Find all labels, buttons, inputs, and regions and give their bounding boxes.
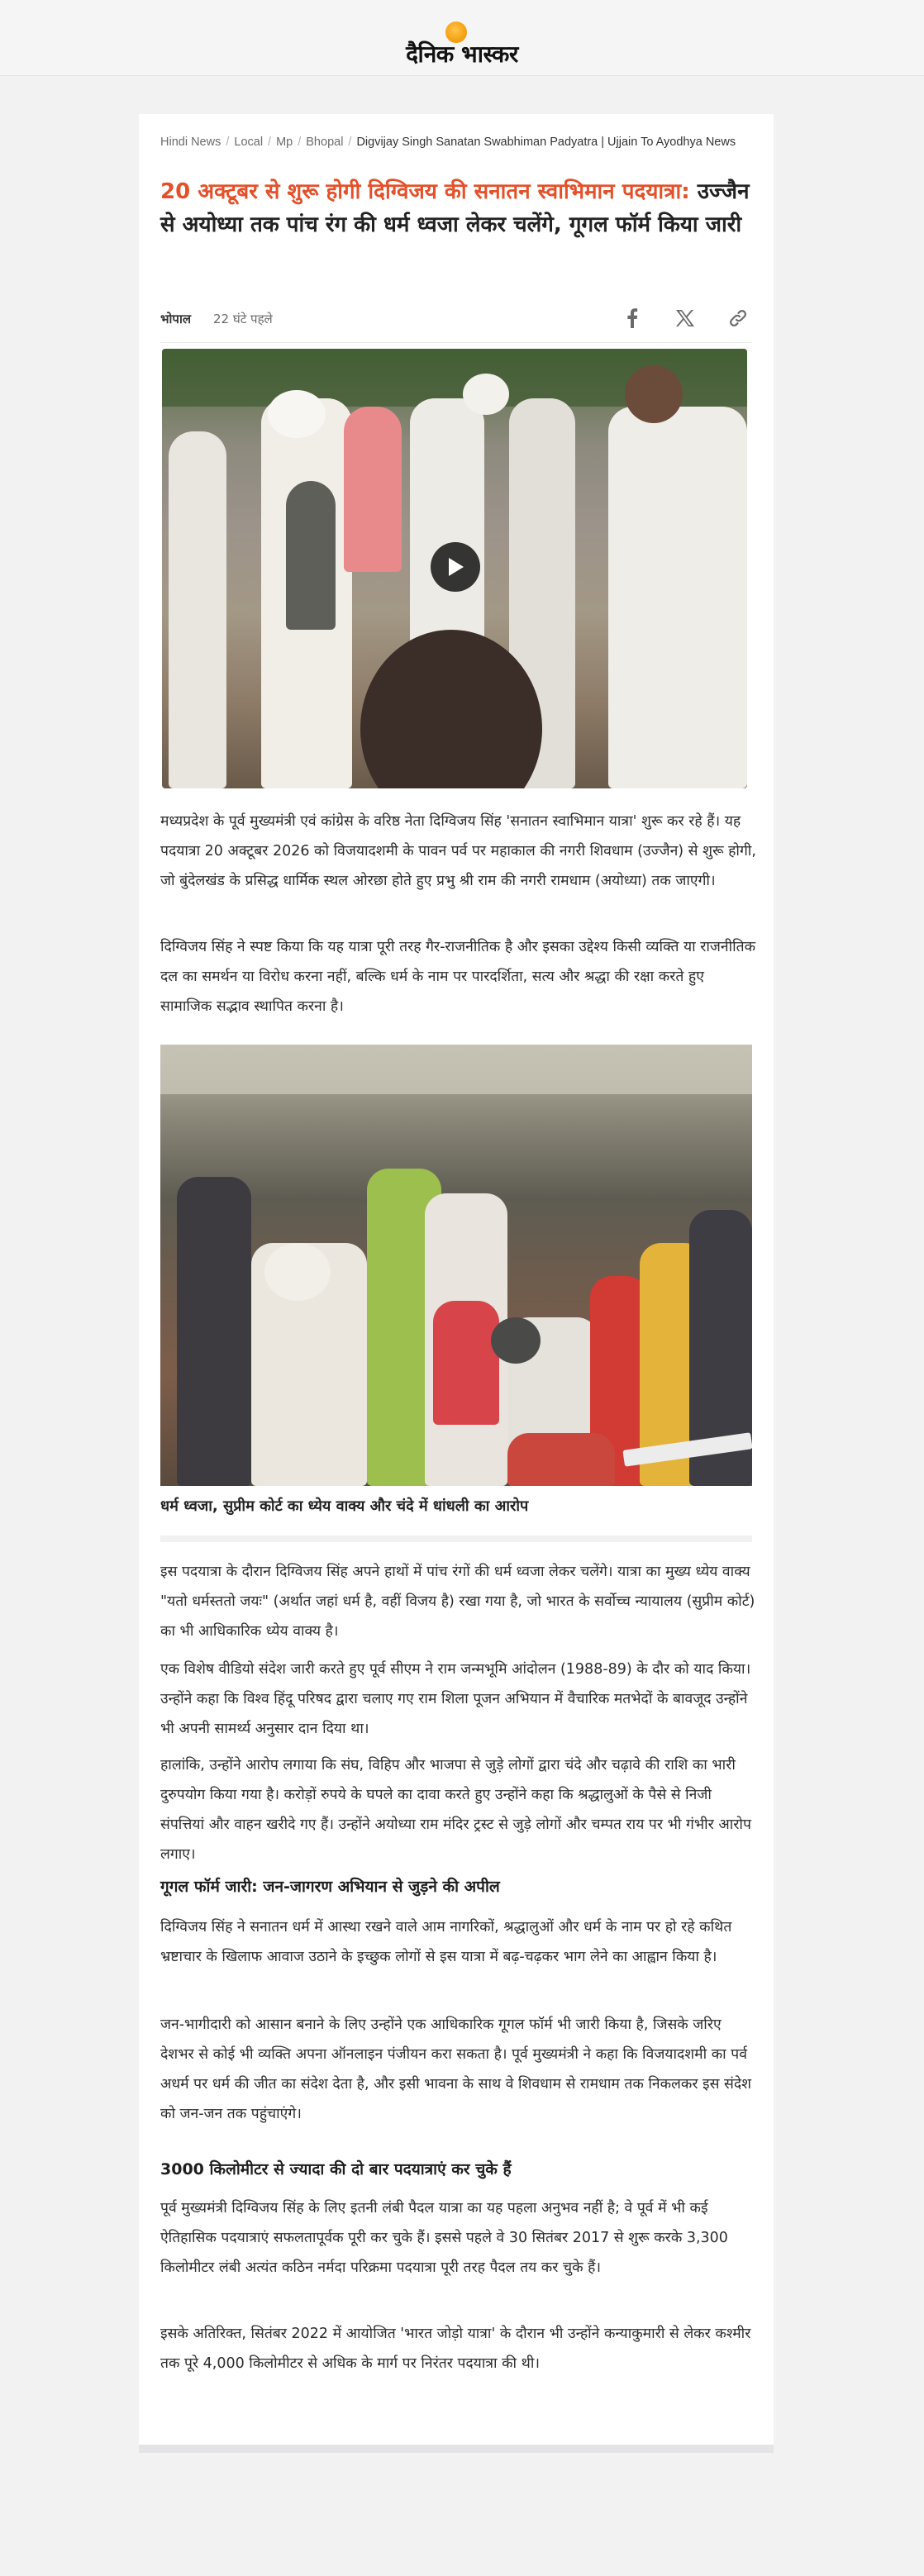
video-thumbnail[interactable]	[162, 349, 747, 788]
person-head	[625, 365, 683, 423]
person-figure	[344, 407, 402, 572]
person-vest	[286, 481, 336, 630]
person-figure	[433, 1301, 499, 1425]
person-figure	[507, 1433, 615, 1486]
article-paragraph: हालांकि, उन्होंने आरोप लगाया कि संघ, विहिप और भाजपा से जुड़े लोगों द्वारा चंदे और चढ़ावे की राशि का भारी दुरुपयोग किया गया है। करोड़ों रुपये के घपले का दावा करते हुए उन्होंने कहा कि श्रद्धालुओं के पैसे से निजी संपत्तियां और वाहन खरीदे गए हैं। उन्होंने अयोध्या राम मंदिर ट्रस्ट से जुड़े लोगों और चम्पत राय पर भी गंभीर आरोप लगाए।	[160, 1757, 751, 1863]
site-logo[interactable]	[387, 21, 537, 69]
person-figure	[608, 407, 747, 788]
video-play-button[interactable]	[431, 542, 480, 592]
person-cap	[491, 1317, 541, 1364]
breadcrumb-item-mp[interactable]: Mp	[276, 136, 293, 149]
person-figure	[169, 431, 226, 788]
article-paragraph: पूर्व मुख्यमंत्री दिग्विजय सिंह के लिए इतनी लंबी पैदल यात्रा का यह पहला अनुभव नहीं है; वे पूर्व में भी कई ऐतिहासिक पदयात्राएं सफलतापूर्वक पूरी कर चुके हैं। इससे पहले वे 30 सितंबर 2017 से शुरू करके 3,300 किलोमीटर लंबी अत्यंत कठिन नर्मदा परिक्रमा पदयात्रा पूरी तरह पैदल तय कर चुके हैं।	[160, 2200, 728, 2276]
article-paragraph: इस पदयात्रा के दौरान दिग्विजय सिंह अपने हाथों में पांच रंगों की धर्म ध्वजा लेकर चलेंगे। यात्रा का मुख्य ध्येय वाक्य "यतो धर्मस्ततो जयः" (अर्थात जहां धर्म है, वहीं विजय है) रखा गया है, जो भारत के सर्वोच्च न्यायालय (सुप्रीम कोर्ट) का भी आधिकारिक ध्येय वाक्य है।	[160, 1564, 755, 1640]
breadcrumb-separator: /	[348, 136, 352, 149]
person-turban	[264, 1243, 331, 1301]
article-meta	[160, 302, 755, 336]
play-icon	[446, 557, 464, 577]
breadcrumb-separator: /	[226, 136, 230, 149]
share-facebook-button[interactable]	[620, 306, 645, 331]
person-turban	[463, 374, 509, 415]
person-figure	[177, 1177, 251, 1486]
photo-caption: धर्म ध्वजा, सुप्रीम कोर्ट का ध्येय वाक्य और चंदे में धांधली का आरोप	[160, 1496, 752, 1542]
section-subheading: 3000 किलोमीटर से ज्यादा की दो बार पदयात्राएं कर चुके हैं	[160, 2160, 512, 2178]
link-icon	[728, 308, 748, 328]
article-photo	[160, 1045, 752, 1486]
article-city[interactable]: भोपाल	[160, 312, 192, 326]
share-x-button[interactable]	[673, 306, 698, 331]
article-paragraph: दिग्विजय सिंह ने सनातन धर्म में आस्था रखने वाले आम नागरिकों, श्रद्धालुओं और धर्म के नाम पर हो रहे कथित भ्रष्टाचार के खिलाफ आवाज उठाने के इच्छुक लोगों से इस यात्रा में बढ़-चढ़कर भाग लेने का आह्वान किया है।	[160, 1919, 732, 1965]
article-paragraph: जन-भागीदारी को आसान बनाने के लिए उन्होंने एक आधिकारिक गूगल फॉर्म भी जारी किया है, जिसके जरिए देशभर से कोई भी व्यक्ति अपना ऑनलाइन पंजीयन करा सकता है। पूर्व मुख्यमंत्री ने कहा कि विजयादशमी का पर्व अधर्म पर धर्म की जीत का संदेश देता है, और इसी भावना के साथ वे शिवधाम से रामधाम तक निकलकर इस संदेश को जन-जन तक पहुंचाएंगे।	[160, 2017, 752, 2122]
section-subheading: गूगल फॉर्म जारी: जन-जागरण अभियान से जुड़ने की अपील	[160, 1878, 500, 1896]
top-header	[0, 0, 924, 76]
breadcrumb-separator: /	[298, 136, 302, 149]
article-card	[139, 114, 774, 2453]
facebook-icon	[626, 308, 638, 328]
article-paragraph: मध्यप्रदेश के पूर्व मुख्यमंत्री एवं कांग्रेस के वरिष्ठ नेता दिग्विजय सिंह 'सनातन स्वाभिमान यात्रा' शुरू कर रहे हैं। यह पदयात्रा 20 अक्टूबर 2026 को विजयादशमी के पावन पर्व पर महाकाल की नगरी शिवधाम (उज्जैन) से शुरू होगी, जो बुंदेलखंड के प्रसिद्ध धार्मिक स्थल ओरछा होते हुए प्रभु श्री राम की नगरी रामधाम (अयोध्या) तक जाएगी।	[160, 813, 756, 889]
headline-text: उज्जैन से अयोध्या तक पांच रंग की धर्म ध्वजा लेकर चलेंगे, गूगल फॉर्म किया जारी	[160, 179, 750, 237]
article-paragraph: एक विशेष वीडियो संदेश जारी करते हुए पूर्व सीएम ने राम जन्मभूमि आंदोलन (1988-89) के दौर को याद किया। उन्होंने कहा कि विश्व हिंदू परिषद द्वारा चलाए गए राम शिला पूजन अभियान में वैचारिक मतभेदों के बावजूद उन्होंने भी अपनी सामर्थ्य अनुसार दान दिया था।	[160, 1661, 751, 1737]
background-building	[160, 1045, 752, 1094]
breadcrumb-item-bhopal[interactable]: Bhopal	[306, 136, 344, 149]
breadcrumb-item-current: Digvijay Singh Sanatan Swabhiman Padyatra | Ujjain To Ayodhya News	[356, 136, 736, 149]
headline-highlight: 20 अक्टूबर से शुरू होगी दिग्विजय की सनातन स्वाभिमान पदयात्रा:	[160, 179, 690, 204]
breadcrumb-item-local[interactable]: Local	[234, 136, 264, 149]
meta-divider	[160, 342, 752, 343]
breadcrumb	[160, 136, 755, 149]
article-headline	[160, 175, 755, 241]
article-time: 22 घंटे पहले	[213, 312, 273, 326]
breadcrumb-separator: /	[268, 136, 272, 149]
person-turban	[268, 390, 326, 438]
logo-text: दैनिक भास्कर	[406, 40, 518, 68]
breadcrumb-item-hindi-news[interactable]: Hindi News	[160, 136, 221, 149]
article-paragraph: दिग्विजय सिंह ने स्पष्ट किया कि यह यात्रा पूरी तरह गैर-राजनीतिक है और इसका उद्देश्य किसी व्यक्ति या राजनीतिक दल का समर्थन या विरोध करना नहीं, बल्कि धर्म के नाम पर पारदर्शिता, सत्य और श्रद्धा की रक्षा करते हुए सामाजिक सद्भाव स्थापित करना है।	[160, 939, 756, 1015]
copy-link-button[interactable]	[726, 306, 750, 331]
article-paragraph: इसके अतिरिक्त, सितंबर 2022 में आयोजित 'भारत जोड़ो यात्रा' के दौरान भी उन्होंने कन्याकुमारी से लेकर कश्मीर तक पूरे 4,000 किलोमीटर से अधिक के मार्ग पर निरंतर पदयात्रा की थी।	[160, 2326, 751, 2372]
x-icon	[675, 309, 695, 327]
